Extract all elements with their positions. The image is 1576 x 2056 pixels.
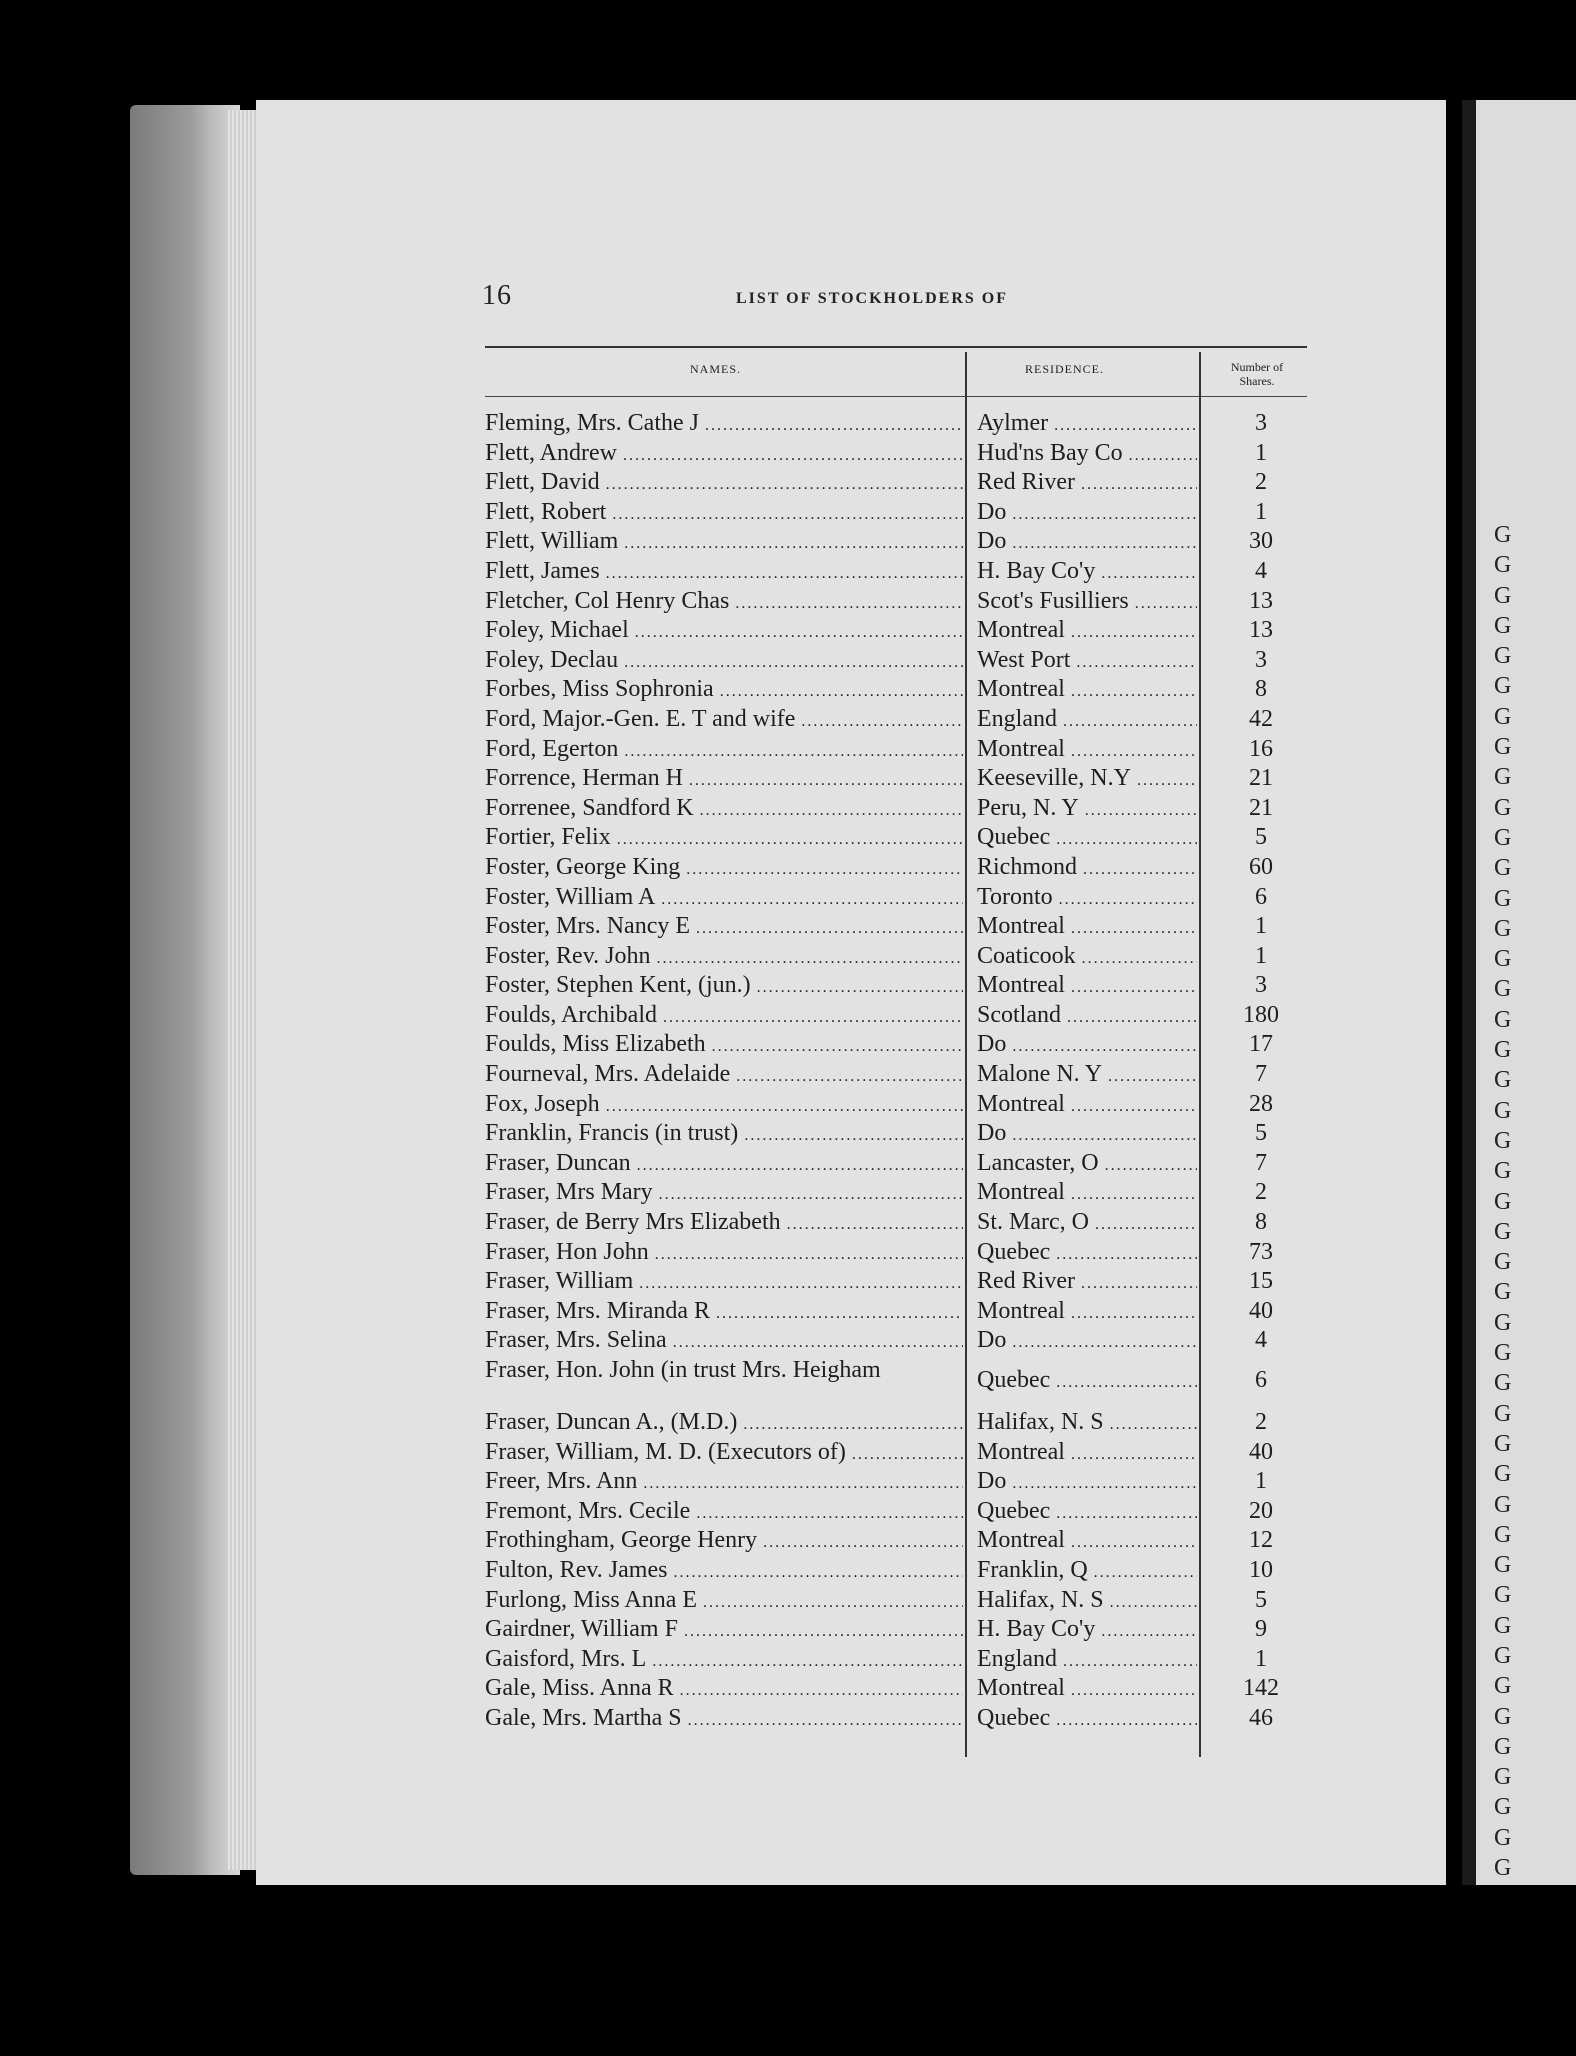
stockholder-shares: 40: [1249, 1438, 1273, 1465]
next-page-letter: G: [1494, 1794, 1512, 1821]
stockholder-shares: 4: [1255, 1327, 1267, 1354]
stockholder-shares: 16: [1249, 735, 1273, 762]
table-row: [485, 409, 1307, 439]
table-row: [485, 1674, 1307, 1704]
next-page-letter: G: [1494, 1067, 1512, 1094]
table-row: [485, 1297, 1307, 1327]
table-row: [485, 735, 1307, 765]
stockholder-residence: Quebec .....: [977, 1704, 1197, 1736]
stockholder-residence: Montreal .....: [977, 735, 1197, 767]
stockholder-shares: 21: [1249, 765, 1273, 792]
next-page-letters: [1494, 520, 1574, 1883]
stockholder-residence: Do .....: [977, 1030, 1197, 1062]
stockholder-shares: 20: [1249, 1497, 1273, 1524]
table-row: [485, 1267, 1307, 1297]
stockholder-shares: 21: [1249, 794, 1273, 821]
stockholder-residence: Montreal .....: [977, 971, 1197, 1003]
stockholder-residence: Toronto .....: [977, 883, 1197, 915]
stockholder-residence: England .....: [977, 705, 1197, 737]
next-page-letter: G: [1494, 1673, 1512, 1700]
stockholder-name: Freer, Mrs. Ann .....: [485, 1467, 963, 1499]
shares-column-header: [1212, 360, 1302, 388]
page-stack: [228, 110, 258, 1870]
stockholder-shares: 12: [1249, 1527, 1273, 1554]
next-page-letter: G: [1494, 643, 1512, 670]
table-row: [485, 1001, 1307, 1031]
table-row: [485, 675, 1307, 705]
stockholder-residence: England .....: [977, 1645, 1197, 1677]
next-page-letter: G: [1494, 824, 1512, 851]
stockholder-residence: Scotland .....: [977, 1001, 1197, 1033]
stockholder-residence: St. Marc, O .....: [977, 1208, 1197, 1240]
stockholder-name: Ford, Major.-Gen. E. T and wife .....: [485, 705, 963, 737]
table-row: [485, 1238, 1307, 1268]
stockholder-name: Flett, Robert .....: [485, 498, 963, 530]
next-page-letter: G: [1494, 734, 1512, 761]
stockholder-name: Flett, William .....: [485, 527, 963, 559]
next-page-letter: G: [1494, 1430, 1512, 1457]
next-page-letter: G: [1494, 1461, 1512, 1488]
next-page-letter: G: [1494, 1521, 1512, 1548]
next-page-letter: G: [1494, 1764, 1512, 1791]
next-page-letter: G: [1494, 915, 1512, 942]
stockholder-name: Fraser, Duncan .....: [485, 1149, 963, 1181]
stockholder-name: Fox, Joseph .....: [485, 1090, 963, 1122]
stockholder-residence: Peru, N. Y .....: [977, 794, 1197, 826]
stockholder-name: Franklin, Francis (in trust) .....: [485, 1119, 963, 1151]
stockholder-residence: Do .....: [977, 1326, 1197, 1358]
stockholder-shares: 3: [1255, 646, 1267, 673]
next-page-letter: G: [1494, 1824, 1512, 1851]
table-row: [485, 1149, 1307, 1179]
next-page-letter: G: [1494, 794, 1512, 821]
stockholder-residence: Montreal .....: [977, 912, 1197, 944]
next-page-letter: G: [1494, 946, 1512, 973]
table-row: [485, 1438, 1307, 1468]
stockholder-residence: Do .....: [977, 1467, 1197, 1499]
stockholder-shares: 1: [1255, 1468, 1267, 1495]
stockholder-residence: Montreal .....: [977, 1297, 1197, 1329]
next-page-letter: G: [1494, 1097, 1512, 1124]
next-page-letter: G: [1494, 673, 1512, 700]
stockholder-shares: 2: [1255, 1409, 1267, 1435]
stockholder-name: Fortier, Felix .....: [485, 823, 963, 855]
table-row: [485, 1326, 1307, 1356]
stockholder-shares: 15: [1249, 1268, 1273, 1295]
stockholder-residence: Halifax, N. S .....: [977, 1586, 1197, 1618]
stockholder-shares: 1: [1255, 498, 1267, 525]
next-page-letter: G: [1494, 1006, 1512, 1033]
next-page-letter: G: [1494, 885, 1512, 912]
table-row: [485, 1208, 1307, 1238]
table-row: [485, 527, 1307, 557]
stockholder-shares: 3: [1255, 972, 1267, 999]
stockholder-shares: 142: [1243, 1675, 1279, 1702]
stockholder-name: Foster, George King .....: [485, 853, 963, 885]
next-page-letter: G: [1494, 522, 1512, 548]
stockholder-shares: 1: [1255, 942, 1267, 969]
next-page-letter: G: [1494, 1733, 1512, 1760]
stockholder-name: Fulton, Rev. James .....: [485, 1556, 963, 1588]
stockholder-residence: Quebec .....: [977, 1238, 1197, 1270]
stockholder-residence: West Port .....: [977, 646, 1197, 678]
next-page-letter: G: [1494, 1491, 1512, 1518]
residence-column-header: RESIDENCE.: [1025, 362, 1104, 376]
stockholder-name: Fraser, William, M. D. (Executors of) .....: [485, 1438, 963, 1470]
stockholder-name: Foulds, Miss Elizabeth .....: [485, 1030, 963, 1062]
next-page-letter: G: [1494, 1279, 1512, 1306]
stockholder-shares: 8: [1255, 676, 1267, 703]
header-rule: [485, 396, 1307, 397]
stockholder-shares: 7: [1255, 1061, 1267, 1088]
stockholder-name: Furlong, Miss Anna E .....: [485, 1586, 963, 1618]
next-page-letter: G: [1494, 1855, 1512, 1882]
table-row: [485, 1556, 1307, 1586]
running-title: LIST OF STOCKHOLDERS OF: [736, 290, 1008, 307]
next-page-letter: G: [1494, 855, 1512, 882]
top-rule: [485, 346, 1307, 348]
next-page-letter: G: [1494, 1188, 1512, 1215]
stockholder-shares: 6: [1255, 883, 1267, 910]
next-page-letter: G: [1494, 1703, 1512, 1730]
stockholder-name: Flett, Andrew .....: [485, 439, 963, 471]
table-row: [485, 823, 1307, 853]
stockholder-name: Gairdner, William F .....: [485, 1615, 963, 1647]
stockholder-residence: Montreal .....: [977, 1674, 1197, 1706]
stockholder-name: Ford, Egerton .....: [485, 735, 963, 767]
next-page-letter: G: [1494, 1612, 1512, 1639]
stockholder-name: Fraser, Mrs. Miranda R .....: [485, 1297, 963, 1329]
next-page-letter: G: [1494, 703, 1512, 730]
table-row: [485, 587, 1307, 617]
stockholder-shares: 42: [1249, 705, 1273, 732]
stockholder-name: Foster, Stephen Kent, (jun.) .....: [485, 971, 963, 1003]
next-page-letter: G: [1494, 1370, 1512, 1397]
table-row: [485, 439, 1307, 469]
stockholder-shares: 7: [1255, 1149, 1267, 1176]
next-page-letter: G: [1494, 1309, 1512, 1336]
stockholder-name: Fletcher, Col Henry Chas .....: [485, 587, 963, 619]
stockholder-name: Forrence, Herman H .....: [485, 764, 963, 796]
next-page-edge: [1462, 100, 1576, 1885]
stockholder-name: Fourneval, Mrs. Adelaide .....: [485, 1060, 963, 1092]
next-page-letter: G: [1494, 582, 1512, 609]
stockholder-name: Flett, James .....: [485, 557, 963, 589]
stockholder-shares: 60: [1249, 853, 1273, 880]
table-row: [485, 1060, 1307, 1090]
table-row: [485, 853, 1307, 883]
stockholder-residence: Hud'ns Bay Co .....: [977, 439, 1197, 471]
stockholder-shares: 4: [1255, 557, 1267, 584]
stockholder-shares: 8: [1255, 1209, 1267, 1236]
table-row: [485, 971, 1307, 1001]
stockholder-residence: Keeseville, N.Y .....: [977, 764, 1197, 796]
table-row: [485, 1030, 1307, 1060]
stockholder-name: Foster, Mrs. Nancy E .....: [485, 912, 963, 944]
stockholder-shares: 1: [1255, 1645, 1267, 1672]
stockholder-shares: 30: [1249, 528, 1273, 555]
table-row: [485, 705, 1307, 735]
stockholder-residence: Quebec .....: [977, 1366, 1197, 1398]
stockholder-name: Fleming, Mrs. Cathe J .....: [485, 409, 963, 441]
page-header: [482, 280, 1412, 316]
stockholder-shares: 73: [1249, 1238, 1273, 1265]
next-page-letter: G: [1494, 1340, 1512, 1367]
stockholder-name: Fremont, Mrs. Cecile .....: [485, 1497, 963, 1529]
next-page-letter: G: [1494, 1218, 1512, 1245]
stockholder-name: Fraser, Duncan A., (M.D.) .....: [485, 1408, 963, 1440]
stockholder-shares: 17: [1249, 1031, 1273, 1058]
stockholder-shares: 5: [1255, 1120, 1267, 1147]
stockholder-name: Foley, Michael .....: [485, 616, 963, 648]
table-row: [485, 1586, 1307, 1616]
stockholder-residence: Lancaster, O .....: [977, 1149, 1197, 1181]
table-row: [485, 1645, 1307, 1675]
stockholder-name: Fraser, Mrs. Selina .....: [485, 1326, 963, 1358]
next-page-letter: G: [1494, 1158, 1512, 1185]
next-page-letter: G: [1494, 552, 1512, 579]
table-row: [485, 764, 1307, 794]
next-page-letter: G: [1494, 1127, 1512, 1154]
stockholder-name: Foley, Declau .....: [485, 646, 963, 678]
table-row: [485, 883, 1307, 913]
stockholder-shares: 3: [1255, 410, 1267, 436]
stockholder-name: Gaisford, Mrs. L .....: [485, 1645, 963, 1677]
stockholder-shares: 13: [1249, 617, 1273, 644]
stockholder-residence: Montreal .....: [977, 1178, 1197, 1210]
table-row: [485, 1615, 1307, 1645]
table-row: [485, 1090, 1307, 1120]
page-number: 16: [482, 280, 512, 311]
table-row: [485, 557, 1307, 587]
stockholder-residence: Do .....: [977, 527, 1197, 559]
names-column-header: NAMES.: [690, 362, 742, 376]
next-page-letter: G: [1494, 1642, 1512, 1669]
stockholder-shares: 1: [1255, 913, 1267, 940]
next-page-letter: G: [1494, 1552, 1512, 1579]
table-row: [485, 1356, 1307, 1408]
stockholder-shares: 6: [1255, 1367, 1267, 1393]
next-page-letter: G: [1494, 1582, 1512, 1609]
stockholder-name: Foster, William A .....: [485, 883, 963, 915]
table-row: [485, 468, 1307, 498]
stockholder-name: Fraser, de Berry Mrs Elizabeth .....: [485, 1208, 963, 1240]
next-page-letter: G: [1494, 1249, 1512, 1276]
stockholder-name: Fraser, William .....: [485, 1267, 963, 1299]
table-row: [485, 1467, 1307, 1497]
next-page-letter: G: [1494, 1400, 1512, 1427]
table-row: [485, 1497, 1307, 1527]
stockholder-residence: Franklin, Q .....: [977, 1556, 1197, 1588]
book-edge: [130, 105, 240, 1875]
table-row: [485, 912, 1307, 942]
stockholder-shares: 28: [1249, 1090, 1273, 1117]
stockholder-residence: Montreal .....: [977, 616, 1197, 648]
shares-header-line2: Shares.: [1239, 374, 1275, 388]
stockholder-residence: Red River .....: [977, 468, 1197, 500]
stockholder-name: Gale, Miss. Anna R .....: [485, 1674, 963, 1706]
stockholder-shares: 5: [1255, 824, 1267, 851]
stockholder-name: Foster, Rev. John .....: [485, 942, 963, 974]
stockholder-residence: Quebec .....: [977, 1497, 1197, 1529]
stockholder-name: Forrenee, Sandford K .....: [485, 794, 963, 826]
stockholder-name: Fraser, Hon John .....: [485, 1238, 963, 1270]
stockholder-residence: Montreal .....: [977, 1438, 1197, 1470]
stockholder-name: Frothingham, George Henry .....: [485, 1526, 963, 1558]
stockholder-name: Flett, David .....: [485, 468, 963, 500]
stockholder-shares: 40: [1249, 1297, 1273, 1324]
stockholder-shares: 1: [1255, 439, 1267, 466]
stockholder-shares: 13: [1249, 587, 1273, 614]
stockholder-residence: Do .....: [977, 1119, 1197, 1151]
stockholder-residence: Quebec .....: [977, 823, 1197, 855]
stockholder-name: Fraser, Hon. John (in trust Mrs. Heigham: [485, 1358, 881, 1383]
table-row: [485, 1704, 1307, 1734]
stockholders-table: [485, 409, 1307, 1734]
next-page-letter: G: [1494, 764, 1512, 791]
stockholder-residence: Scot's Fusilliers .....: [977, 587, 1197, 619]
table-row: [485, 1119, 1307, 1149]
stockholder-residence: Red River .....: [977, 1267, 1197, 1299]
table-row: [485, 498, 1307, 528]
stockholder-residence: H. Bay Co'y .....: [977, 557, 1197, 589]
stockholder-residence: Malone N. Y .....: [977, 1060, 1197, 1092]
table-row: [485, 1408, 1307, 1438]
next-page-letter: G: [1494, 976, 1512, 1003]
stockholder-name: Fraser, Mrs Mary .....: [485, 1178, 963, 1210]
table-row: [485, 1178, 1307, 1208]
stockholder-residence: Coaticook .....: [977, 942, 1197, 974]
stockholder-residence: Richmond .....: [977, 853, 1197, 885]
table-row: [485, 1526, 1307, 1556]
table-row: [485, 942, 1307, 972]
shares-header-line1: Number of: [1230, 360, 1284, 374]
stockholder-residence: Montreal .....: [977, 1526, 1197, 1558]
table-row: [485, 616, 1307, 646]
stockholder-name: Gale, Mrs. Martha S .....: [485, 1704, 963, 1736]
stockholder-shares: 46: [1249, 1704, 1273, 1731]
stockholder-shares: 180: [1243, 1001, 1279, 1028]
stockholder-residence: Do .....: [977, 498, 1197, 530]
stockholder-name: Forbes, Miss Sophronia .....: [485, 675, 963, 707]
stockholder-shares: 9: [1255, 1616, 1267, 1643]
stockholder-residence: Montreal .....: [977, 675, 1197, 707]
stockholder-shares: 10: [1249, 1556, 1273, 1583]
stockholder-shares: 2: [1255, 1179, 1267, 1206]
stockholder-residence: H. Bay Co'y .....: [977, 1615, 1197, 1647]
table-row: [485, 794, 1307, 824]
stockholder-residence: Aylmer .....: [977, 409, 1197, 441]
next-page-letter: G: [1494, 1037, 1512, 1064]
stockholder-name: Foulds, Archibald .....: [485, 1001, 963, 1033]
stockholder-residence: Halifax, N. S .....: [977, 1408, 1197, 1440]
next-page-letter: G: [1494, 612, 1512, 639]
stockholder-shares: 2: [1255, 469, 1267, 496]
stockholder-residence: Montreal .....: [977, 1090, 1197, 1122]
table-row: [485, 646, 1307, 676]
stockholder-shares: 5: [1255, 1586, 1267, 1613]
